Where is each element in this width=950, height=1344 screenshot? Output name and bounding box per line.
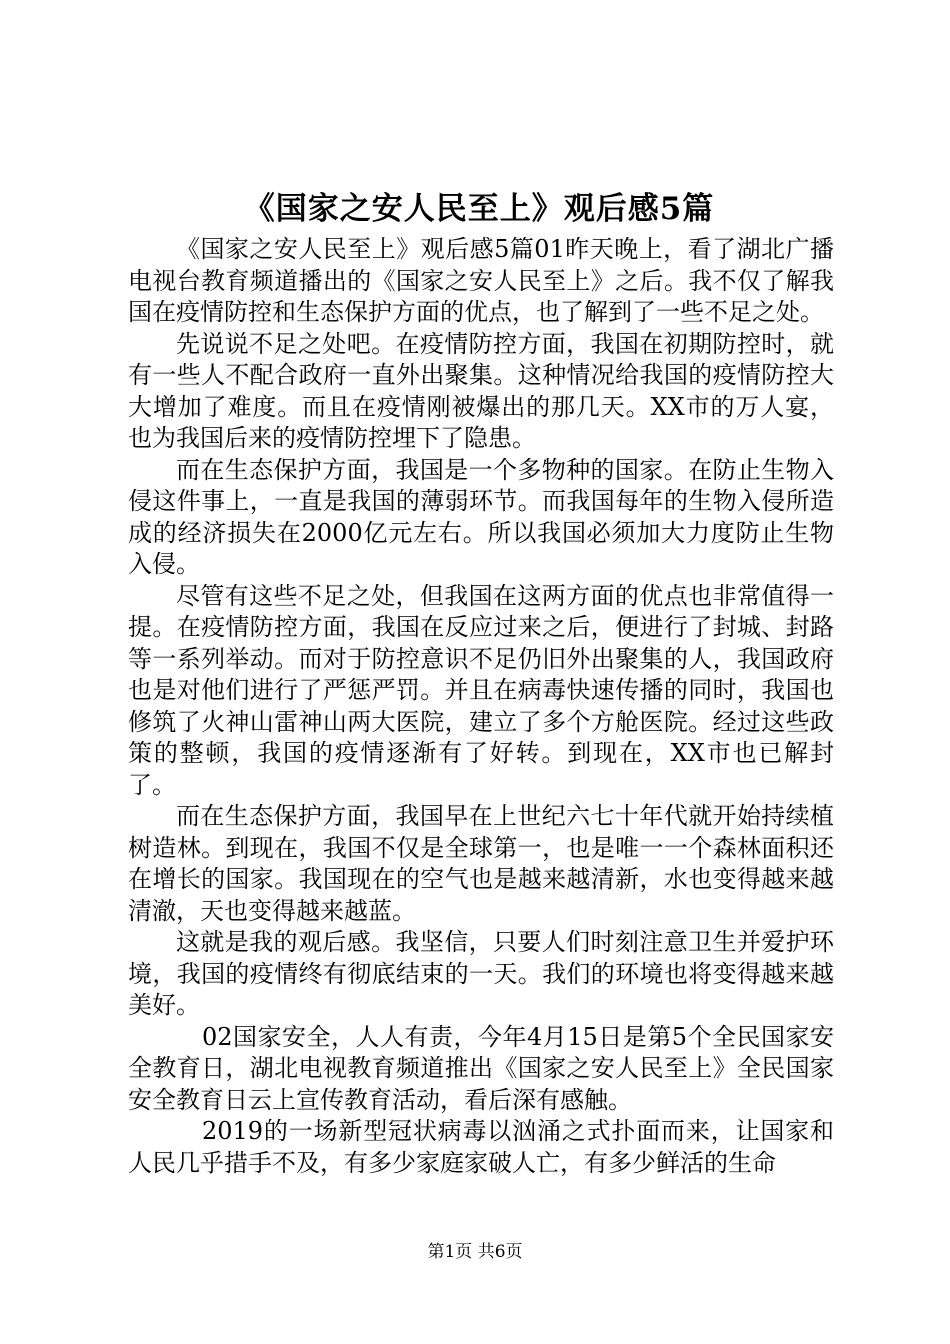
page-title: 《国家之安人民至上》观后感5篇 xyxy=(243,191,715,227)
paragraph: 尽管有这些不足之处，但我国在这两方面的优点也非常值得一提。在疫情防控方面，我国在反应过来之后，便进行了封城、封路等一系列举动。而对于防控意识不足仍旧外出聚集的人，我国政府也是对他们进行了严惩严罚。并且在病毒快速传播的同时，我国也修筑了火神山雷神山两大医院，建立了多个方舱医院。经过这些政策的整顿，我国的疫情逐渐有了好转。到现在，XX市也已解封了。 xyxy=(128,581,834,799)
paragraph: 这就是我的观后感。我坚信，只要人们时刻注意卫生并爱护环境，我国的疫情终有彻底结束的一天。我们的环境也将变得越来越美好。 xyxy=(128,928,834,1019)
document-body xyxy=(128,234,834,1179)
paragraph: 而在生态保护方面，我国早在上世纪六七十年代就开始持续植树造林。到现在，我国不仅是全球第一，也是唯一一个森林面积还在增长的国家。我国现在的空气也是越来越清新，水也变得越来越清澈，天也变得越来越蓝。 xyxy=(128,802,834,925)
paragraph: 《国家之安人民至上》观后感5篇01昨天晚上，看了湖北广播电视台教育频道播出的《国家之安人民至上》之后。我不仅了解我国在疫情防控和生态保护方面的优点，也了解到了一些不足之处。 xyxy=(128,235,834,326)
paragraph: 02国家安全，人人有责，今年4月15日是第5个全民国家安全教育日，湖北电视教育频道推出《国家之安人民至上》全民国家安全教育日云上宣传教育活动，看后深有感触。 xyxy=(128,1022,834,1114)
paragraph: 先说说不足之处吧。在疫情防控方面，我国在初期防控时，就有一些人不配合政府一直外出聚集。这种情况给我国的疫情防控大大增加了难度。而且在疫情刚被爆出的那几天。XX市的万人宴，也为我国后来的疫情防控埋下了隐患。 xyxy=(128,329,834,452)
paragraph: 而在生态保护方面，我国是一个多物种的国家。在防止生物入侵这件事上，一直是我国的薄弱环节。而我国每年的生物入侵所造成的经济损失在2000亿元左右。所以我国必须加大力度防止生物入侵。 xyxy=(128,455,834,578)
paragraph: 2019的一场新型冠状病毒以汹涌之式扑面而来，让国家和人民几乎措手不及，有多少家庭家破人亡，有多少鲜活的生命 xyxy=(128,1117,834,1177)
page-footer: 第1页 共6页 xyxy=(427,1242,523,1262)
